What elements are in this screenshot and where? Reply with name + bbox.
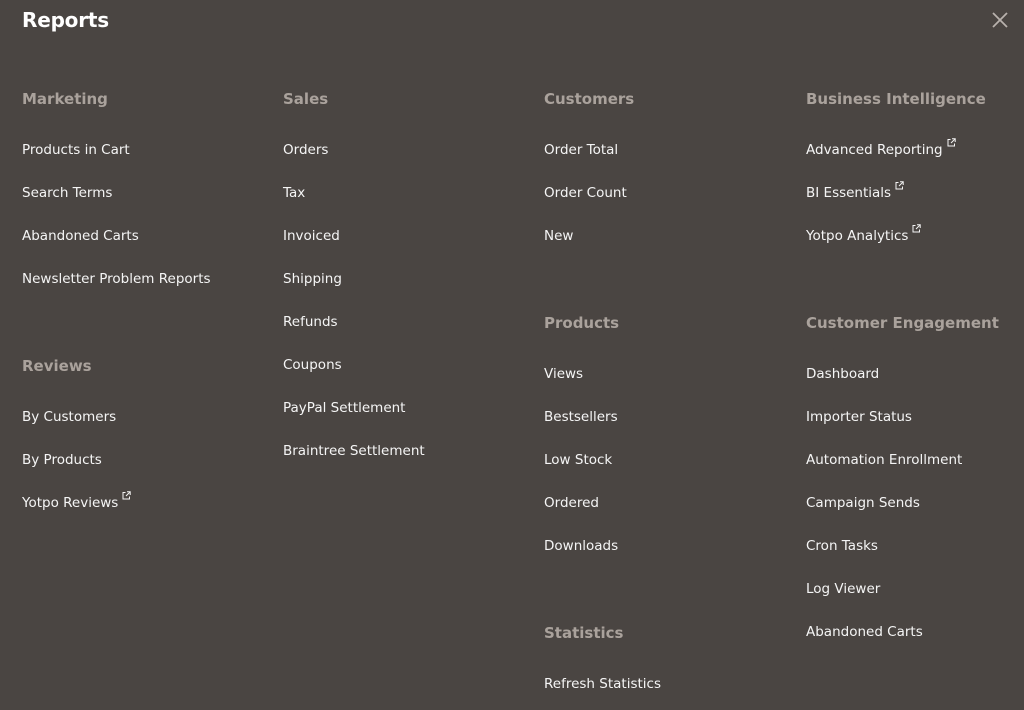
group-title: Sales: [283, 90, 329, 108]
menu-item-tax[interactable]: [283, 183, 523, 226]
menu-item-newsletter-problem-reports[interactable]: [22, 269, 262, 312]
group-title: Products: [544, 314, 620, 332]
group-marketing: [22, 89, 262, 312]
group-title: Reviews: [22, 357, 92, 375]
group-items: [544, 364, 784, 579]
menu-item-refresh-statistics[interactable]: [544, 674, 784, 696]
group-statistics: [544, 623, 784, 696]
group-reviews: [22, 356, 262, 536]
group-items: [806, 140, 1024, 269]
menu-item-search-terms[interactable]: [22, 183, 262, 226]
external-link-icon: [912, 224, 921, 233]
menu-item-label: BI Essentials: [806, 185, 892, 201]
menu-item-order-total[interactable]: [544, 140, 784, 183]
external-link-icon: [895, 181, 904, 190]
group-title: Marketing: [22, 90, 108, 108]
group-title: Customer Engagement: [806, 314, 999, 332]
menu-item-braintree-settlement[interactable]: [283, 441, 523, 484]
menu-item-label: Tax: [283, 185, 306, 201]
menu-item-shipping[interactable]: [283, 269, 523, 312]
menu-item-label: PayPal Settlement: [283, 400, 406, 416]
menu-item-label: Dashboard: [806, 366, 880, 382]
menu-item-label: Refunds: [283, 314, 338, 330]
menu-item-by-customers[interactable]: [22, 407, 262, 450]
group-title: Business Intelligence: [806, 90, 986, 108]
menu-item-label: Yotpo Reviews: [22, 495, 119, 511]
menu-item-views[interactable]: [544, 364, 784, 407]
menu-item-paypal-settlement[interactable]: [283, 398, 523, 441]
menu-item-dashboard[interactable]: [806, 364, 1024, 407]
menu-item-label: Braintree Settlement: [283, 443, 425, 459]
menu-item-label: Products in Cart: [22, 142, 130, 158]
menu-item-advanced-reporting[interactable]: [806, 140, 1024, 183]
menu-item-label: New: [544, 228, 574, 244]
group-items: [22, 407, 262, 536]
group-items: [544, 140, 784, 269]
menu-item-label: Views: [544, 366, 584, 382]
menu-item-cron-tasks[interactable]: [806, 536, 1024, 579]
menu-item-label: Downloads: [544, 538, 619, 554]
group-customer-engagement: [806, 313, 1024, 665]
menu-item-label: Campaign Sends: [806, 495, 920, 511]
menu-item-label: Abandoned Carts: [806, 624, 923, 640]
menu-item-label: Ordered: [544, 495, 599, 511]
menu-item-label: Orders: [283, 142, 329, 158]
menu-item-label: Order Total: [544, 142, 619, 158]
menu-item-label: Advanced Reporting: [806, 142, 943, 158]
external-link-icon: [947, 138, 956, 147]
menu-item-low-stock[interactable]: [544, 450, 784, 493]
group-items: [22, 140, 262, 312]
menu-item-downloads[interactable]: [544, 536, 784, 579]
group-title: Customers: [544, 90, 635, 108]
group-customers: [544, 89, 784, 269]
menu-item-label: Abandoned Carts: [22, 228, 139, 244]
menu-item-coupons[interactable]: [283, 355, 523, 398]
menu-item-label: Automation Enrollment: [806, 452, 963, 468]
menu-item-label: Yotpo Analytics: [806, 228, 909, 244]
group-business-intelligence: [806, 89, 1024, 269]
menu-item-abandoned-carts[interactable]: [22, 226, 262, 269]
close-button[interactable]: [990, 10, 1010, 30]
menu-item-label: Importer Status: [806, 409, 912, 425]
menu-item-label: Cron Tasks: [806, 538, 878, 554]
menu-item-orders[interactable]: [283, 140, 523, 183]
menu-item-invoiced[interactable]: [283, 226, 523, 269]
menu-item-label: Log Viewer: [806, 581, 881, 597]
menu-item-label: Newsletter Problem Reports: [22, 271, 211, 287]
menu-item-products-in-cart[interactable]: [22, 140, 262, 183]
panel-title: Reports: [22, 8, 109, 32]
menu-item-label: Low Stock: [544, 452, 613, 468]
group-products: [544, 313, 784, 579]
menu-item-yotpo-reviews[interactable]: [22, 493, 262, 536]
menu-item-label: Search Terms: [22, 185, 113, 201]
menu-item-importer-status[interactable]: [806, 407, 1024, 450]
menu-item-label: Bestsellers: [544, 409, 618, 425]
menu-item-label: Refresh Statistics: [544, 676, 661, 692]
menu-item-label: Invoiced: [283, 228, 340, 244]
external-link-icon: [122, 491, 131, 500]
menu-item-abandoned-carts-engagement[interactable]: [806, 622, 1024, 665]
group-title: Statistics: [544, 624, 624, 642]
menu-item-label: By Customers: [22, 409, 117, 425]
menu-item-automation-enrollment[interactable]: [806, 450, 1024, 493]
menu-item-yotpo-analytics[interactable]: [806, 226, 1024, 269]
menu-item-label: By Products: [22, 452, 102, 468]
menu-item-bestsellers[interactable]: [544, 407, 784, 450]
menu-item-ordered[interactable]: [544, 493, 784, 536]
menu-item-order-count[interactable]: [544, 183, 784, 226]
close-icon: [990, 10, 1010, 30]
menu-item-label: Shipping: [283, 271, 342, 287]
menu-item-label: Coupons: [283, 357, 342, 373]
menu-item-by-products[interactable]: [22, 450, 262, 493]
group-items: [806, 364, 1024, 665]
menu-item-bi-essentials[interactable]: [806, 183, 1024, 226]
group-sales: [283, 89, 523, 484]
group-items: [283, 140, 523, 484]
group-items: [544, 674, 784, 696]
menu-item-label: Order Count: [544, 185, 627, 201]
menu-item-refunds[interactable]: [283, 312, 523, 355]
menu-item-log-viewer[interactable]: [806, 579, 1024, 622]
menu-item-campaign-sends[interactable]: [806, 493, 1024, 536]
menu-item-new[interactable]: [544, 226, 784, 269]
